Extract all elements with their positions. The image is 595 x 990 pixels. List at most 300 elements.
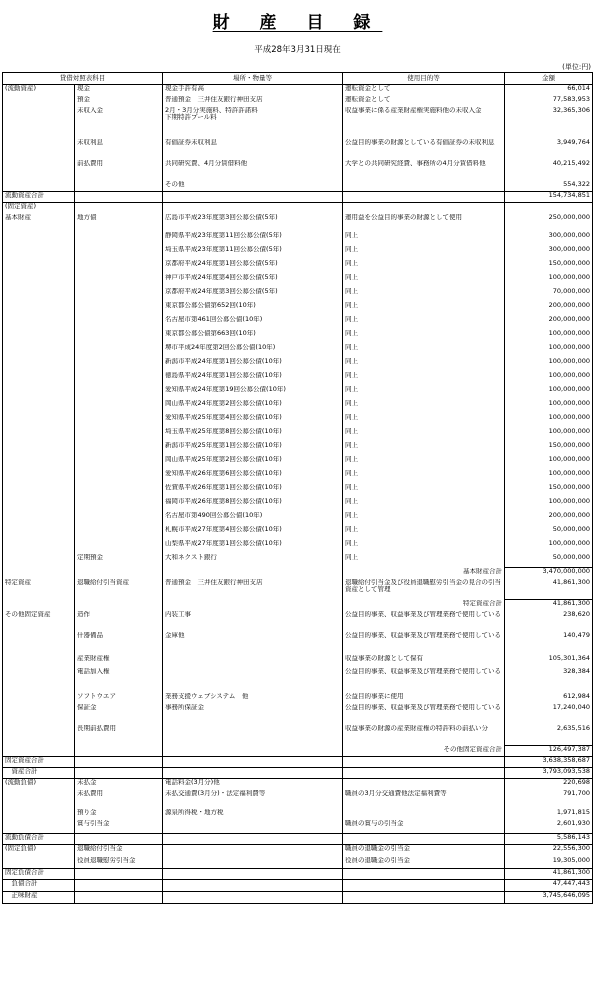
- table-row: [3, 107, 593, 139]
- amount-cell: 100,000,000: [505, 400, 593, 414]
- account-item-cell: [75, 892, 163, 904]
- amount-cell: 200,000,000: [505, 302, 593, 316]
- amount-cell: 3,638,358,687: [505, 757, 593, 768]
- amount-cell: 19,305,000: [505, 857, 593, 869]
- account-category-cell: 流動負債合計: [3, 834, 75, 845]
- location-cell: [163, 725, 343, 746]
- purpose-cell: 収益事業の財源の産業財産権の特許料の前払い分: [343, 725, 505, 746]
- table-row: [3, 414, 593, 428]
- amount-cell: 5,586,143: [505, 834, 593, 845]
- purpose-cell: 同上: [343, 526, 505, 540]
- amount-cell: 3,949,764: [505, 139, 593, 160]
- table-row: [3, 386, 593, 400]
- purpose-cell: 基本財産合計: [343, 568, 505, 579]
- account-category-cell: [3, 139, 75, 160]
- purpose-cell: 公益目的事業、収益事業及び管理業務で使用している: [343, 668, 505, 693]
- amount-cell: 2,635,516: [505, 725, 593, 746]
- table-row: [3, 693, 593, 704]
- amount-cell: 70,000,000: [505, 288, 593, 302]
- account-category-cell: 特定資産: [3, 579, 75, 600]
- table-row: [3, 779, 593, 790]
- purpose-cell: 同上: [343, 428, 505, 442]
- account-category-cell: [3, 288, 75, 302]
- account-category-cell: 流動資産合計: [3, 192, 75, 203]
- amount-cell: 77,583,953: [505, 96, 593, 107]
- location-cell: 東京都公募公債第652回(10年): [163, 302, 343, 316]
- total-row: [3, 892, 593, 904]
- table-row: [3, 498, 593, 512]
- account-item-cell: [75, 302, 163, 316]
- table-row: [3, 96, 593, 107]
- amount-cell: 140,479: [505, 632, 593, 655]
- location-cell: 未払交通費(3月分)・法定福利費等: [163, 790, 343, 809]
- purpose-cell: 同上: [343, 540, 505, 554]
- account-item-cell: [75, 600, 163, 611]
- table-row: [3, 139, 593, 160]
- account-item-cell: [75, 246, 163, 260]
- amount-cell: 100,000,000: [505, 414, 593, 428]
- account-item-cell: 地方債: [75, 214, 163, 232]
- location-cell: 電話料金(3月分)他: [163, 779, 343, 790]
- purpose-cell: 同上: [343, 456, 505, 470]
- table-body: [3, 85, 593, 904]
- table-row: [3, 85, 593, 96]
- location-cell: 共同研究費、4月分賃借料他: [163, 160, 343, 181]
- purpose-cell: [343, 757, 505, 768]
- location-cell: 名古屋市第461回公募公債(10年): [163, 316, 343, 330]
- amount-cell: 238,620: [505, 611, 593, 632]
- location-cell: 広島市平成23年度第3回公募公債(5年): [163, 214, 343, 232]
- location-cell: 堺市平成24年度第2回公募公債(10年): [163, 344, 343, 358]
- account-item-cell: 什器備品: [75, 632, 163, 655]
- location-cell: 内装工事: [163, 611, 343, 632]
- location-cell: [163, 869, 343, 880]
- amount-cell: 66,014: [505, 85, 593, 96]
- amount-cell: 200,000,000: [505, 512, 593, 526]
- table-row: [3, 845, 593, 857]
- account-category-cell: [3, 809, 75, 820]
- account-category-cell: [3, 316, 75, 330]
- purpose-cell: [343, 892, 505, 904]
- table-row: [3, 260, 593, 274]
- account-item-cell: [75, 768, 163, 779]
- account-category-cell: 固定資産合計: [3, 757, 75, 768]
- location-cell: [163, 857, 343, 869]
- account-item-cell: 産業財産権: [75, 655, 163, 668]
- header-purpose: 使用目的等: [343, 73, 505, 85]
- account-category-cell: 負債合計: [3, 880, 75, 892]
- location-cell: 京都府平成24年度第1回公募公債(5年): [163, 260, 343, 274]
- account-item-cell: 未払金: [75, 779, 163, 790]
- amount-cell: 220,698: [505, 779, 593, 790]
- purpose-cell: 同上: [343, 246, 505, 260]
- account-item-cell: 長期前払費用: [75, 725, 163, 746]
- account-item-cell: [75, 414, 163, 428]
- header-location: 場所・物量等: [163, 73, 343, 85]
- purpose-cell: 同上: [343, 512, 505, 526]
- account-category-cell: [3, 655, 75, 668]
- purpose-cell: 同上: [343, 274, 505, 288]
- amount-cell: [505, 203, 593, 214]
- account-item-cell: 預り金: [75, 809, 163, 820]
- location-cell: 普通預金 三井住友銀行神田支店: [163, 96, 343, 107]
- account-item-cell: 保証金: [75, 704, 163, 725]
- purpose-cell: 収益事業の財源として保有: [343, 655, 505, 668]
- account-category-cell: [3, 554, 75, 568]
- table-row: [3, 456, 593, 470]
- amount-cell: 41,861,300: [505, 869, 593, 880]
- account-category-cell: 基本財産: [3, 214, 75, 232]
- purpose-cell: その他固定資産合計: [343, 746, 505, 757]
- amount-cell: 250,000,000: [505, 214, 593, 232]
- purpose-cell: 同上: [343, 442, 505, 456]
- account-item-cell: [75, 288, 163, 302]
- location-cell: 愛知県平成26年度第6回公募公債(10年): [163, 470, 343, 484]
- table-row: [3, 704, 593, 725]
- table-row: [3, 372, 593, 386]
- table-row: [3, 512, 593, 526]
- purpose-cell: 職員の賞与の引当金: [343, 820, 505, 834]
- account-item-cell: 賞与引当金: [75, 820, 163, 834]
- purpose-cell: 公益目的事業、収益事業及び管理業務で使用している: [343, 704, 505, 725]
- location-cell: 静岡県平成23年度第11回公募公債(5年): [163, 232, 343, 246]
- unit-label: (単位:円): [562, 63, 591, 71]
- account-item-cell: ソフトウエア: [75, 693, 163, 704]
- table-row: [3, 442, 593, 456]
- amount-cell: 154,734,851: [505, 192, 593, 203]
- location-cell: 2月・3月分実施料、特許許諾料 下期特許プール料: [163, 107, 343, 139]
- account-item-cell: 退職給付引当金: [75, 845, 163, 857]
- amount-cell: 40,215,492: [505, 160, 593, 181]
- account-category-cell: [3, 260, 75, 274]
- account-category-cell: [3, 344, 75, 358]
- account-item-cell: [75, 540, 163, 554]
- account-category-cell: [3, 790, 75, 809]
- account-category-cell: [3, 820, 75, 834]
- amount-cell: 3,793,093,538: [505, 768, 593, 779]
- location-cell: 名古屋市第490回公募公債(10年): [163, 512, 343, 526]
- subtotal-row: [3, 746, 593, 757]
- amount-cell: 100,000,000: [505, 358, 593, 372]
- location-cell: 新潟市平成24年度第1回公募公債(10年): [163, 358, 343, 372]
- location-cell: 大和ネクスト銀行: [163, 554, 343, 568]
- location-cell: 事務所保証金: [163, 704, 343, 725]
- purpose-cell: 同上: [343, 470, 505, 484]
- table-row: [3, 579, 593, 600]
- amount-cell: 100,000,000: [505, 344, 593, 358]
- location-cell: [163, 757, 343, 768]
- purpose-cell: 同上: [343, 260, 505, 274]
- purpose-cell: 公益目的事業に使用: [343, 693, 505, 704]
- purpose-cell: 特定資産合計: [343, 600, 505, 611]
- purpose-cell: 公益目的事業の財源としている有価証券の未収利息: [343, 139, 505, 160]
- amount-cell: 17,240,040: [505, 704, 593, 725]
- purpose-cell: 同上: [343, 484, 505, 498]
- account-item-cell: [75, 330, 163, 344]
- account-category-cell: [3, 400, 75, 414]
- location-cell: [163, 746, 343, 757]
- location-cell: [163, 880, 343, 892]
- location-cell: [163, 568, 343, 579]
- amount-cell: 100,000,000: [505, 372, 593, 386]
- account-category-cell: 固定負債合計: [3, 869, 75, 880]
- account-category-cell: [3, 526, 75, 540]
- account-item-cell: 役員退職慰労引当金: [75, 857, 163, 869]
- account-category-cell: [3, 540, 75, 554]
- purpose-cell: 運用益を公益目的事業の財源として使用: [343, 214, 505, 232]
- location-cell: 岡山県平成24年度第2回公募公債(10年): [163, 400, 343, 414]
- account-category-cell: [3, 302, 75, 316]
- amount-cell: 300,000,000: [505, 232, 593, 246]
- location-cell: [163, 600, 343, 611]
- location-cell: [163, 668, 343, 693]
- account-category-cell: [3, 274, 75, 288]
- table-row: [3, 181, 593, 192]
- account-item-cell: [75, 526, 163, 540]
- amount-cell: 126,497,387: [505, 746, 593, 757]
- account-category-cell: [3, 358, 75, 372]
- location-cell: 有価証券未収利息: [163, 139, 343, 160]
- account-item-cell: [75, 232, 163, 246]
- amount-cell: 47,447,443: [505, 880, 593, 892]
- account-category-cell: [3, 232, 75, 246]
- purpose-cell: [343, 192, 505, 203]
- account-item-cell: [75, 757, 163, 768]
- page-title: 財 産 目 録: [212, 13, 383, 33]
- account-category-cell: (流動負債): [3, 779, 75, 790]
- account-category-cell: [3, 386, 75, 400]
- table-row: [3, 344, 593, 358]
- location-cell: 徳島県平成24年度第1回公募公債(10年): [163, 372, 343, 386]
- amount-cell: 100,000,000: [505, 456, 593, 470]
- account-item-cell: 預金: [75, 96, 163, 107]
- account-item-cell: [75, 442, 163, 456]
- account-item-cell: [75, 358, 163, 372]
- purpose-cell: 同上: [343, 302, 505, 316]
- account-category-cell: [3, 414, 75, 428]
- account-item-cell: 退職給付引当資産: [75, 579, 163, 600]
- purpose-cell: 運転資金として: [343, 85, 505, 96]
- amount-cell: 3,745,646,095: [505, 892, 593, 904]
- table-row: [3, 655, 593, 668]
- table-row: [3, 246, 593, 260]
- purpose-cell: [343, 779, 505, 790]
- purpose-cell: 公益目的事業、収益事業及び管理業務で使用している: [343, 632, 505, 655]
- account-item-cell: [75, 512, 163, 526]
- account-category-cell: [3, 693, 75, 704]
- table-row: [3, 400, 593, 414]
- table-row: [3, 358, 593, 372]
- account-category-cell: [3, 512, 75, 526]
- purpose-cell: [343, 768, 505, 779]
- amount-cell: 150,000,000: [505, 260, 593, 274]
- account-item-cell: [75, 456, 163, 470]
- as-of-date: 平成28年3月31日現在: [254, 45, 341, 55]
- account-category-cell: [3, 428, 75, 442]
- account-category-cell: [3, 330, 75, 344]
- purpose-cell: [343, 834, 505, 845]
- location-cell: 岡山県平成25年度第2回公募公債(10年): [163, 456, 343, 470]
- location-cell: 現金手許有高: [163, 85, 343, 96]
- table-row: [3, 554, 593, 568]
- amount-cell: 200,000,000: [505, 316, 593, 330]
- account-category-cell: [3, 456, 75, 470]
- total-row: [3, 834, 593, 845]
- amount-cell: 328,384: [505, 668, 593, 693]
- inventory-table: [2, 72, 593, 904]
- account-category-cell: [3, 632, 75, 655]
- table-row: [3, 330, 593, 344]
- purpose-cell: 運転資金として: [343, 96, 505, 107]
- location-cell: 愛知県平成24年度第19回公募公債(10年): [163, 386, 343, 400]
- location-cell: 源泉所得税・地方税: [163, 809, 343, 820]
- account-category-cell: [3, 96, 75, 107]
- amount-cell: 50,000,000: [505, 554, 593, 568]
- account-item-cell: [75, 316, 163, 330]
- purpose-cell: 同上: [343, 498, 505, 512]
- location-cell: 新潟市平成25年度第1回公募公債(10年): [163, 442, 343, 456]
- amount-cell: 100,000,000: [505, 386, 593, 400]
- table-row: [3, 288, 593, 302]
- account-category-cell: その他固定資産: [3, 611, 75, 632]
- account-item-cell: [75, 869, 163, 880]
- location-cell: 金庫他: [163, 632, 343, 655]
- purpose-cell: 同上: [343, 554, 505, 568]
- account-item-cell: [75, 274, 163, 288]
- table-row: [3, 203, 593, 214]
- account-item-cell: [75, 568, 163, 579]
- amount-cell: 3,470,000,000: [505, 568, 593, 579]
- purpose-cell: 職員の退職金の引当金: [343, 845, 505, 857]
- table-row: [3, 668, 593, 693]
- amount-cell: 612,984: [505, 693, 593, 704]
- account-category-cell: (固定資産): [3, 203, 75, 214]
- location-cell: 福岡市平成26年度第8回公募公債(10年): [163, 498, 343, 512]
- amount-cell: 554,322: [505, 181, 593, 192]
- table-row: [3, 428, 593, 442]
- amount-cell: 300,000,000: [505, 246, 593, 260]
- account-item-cell: 未払費用: [75, 790, 163, 809]
- total-row: [3, 880, 593, 892]
- subtotal-row: [3, 568, 593, 579]
- location-cell: [163, 845, 343, 857]
- amount-cell: 1,971,815: [505, 809, 593, 820]
- location-cell: 埼玉県平成25年度第8回公募公債(10年): [163, 428, 343, 442]
- account-item-cell: [75, 260, 163, 274]
- location-cell: 東京都公募公債第663回(10年): [163, 330, 343, 344]
- amount-cell: 2,601,930: [505, 820, 593, 834]
- amount-cell: 105,301,364: [505, 655, 593, 668]
- amount-cell: 100,000,000: [505, 428, 593, 442]
- location-cell: [163, 203, 343, 214]
- location-cell: [163, 192, 343, 203]
- account-item-cell: 造作: [75, 611, 163, 632]
- account-category-cell: [3, 107, 75, 139]
- purpose-cell: 同上: [343, 386, 505, 400]
- purpose-cell: [343, 880, 505, 892]
- purpose-cell: 公益目的事業、収益事業及び管理業務で使用している: [343, 611, 505, 632]
- purpose-cell: 職員の3月分交通費他法定福利費等: [343, 790, 505, 809]
- purpose-cell: 役員の退職金の引当金: [343, 857, 505, 869]
- subtotal-row: [3, 600, 593, 611]
- location-cell: [163, 820, 343, 834]
- amount-cell: 100,000,000: [505, 330, 593, 344]
- amount-cell: 32,365,306: [505, 107, 593, 139]
- account-category-cell: [3, 725, 75, 746]
- purpose-cell: 同上: [343, 358, 505, 372]
- purpose-cell: [343, 809, 505, 820]
- account-category-cell: [3, 160, 75, 181]
- total-row: [3, 192, 593, 203]
- account-item-cell: [75, 372, 163, 386]
- purpose-cell: [343, 203, 505, 214]
- table-row: [3, 470, 593, 484]
- location-cell: [163, 768, 343, 779]
- table-row: [3, 526, 593, 540]
- location-cell: [163, 892, 343, 904]
- account-item-cell: [75, 400, 163, 414]
- table-row: [3, 857, 593, 869]
- account-item-cell: [75, 746, 163, 757]
- account-item-cell: [75, 344, 163, 358]
- total-row: [3, 869, 593, 880]
- account-item-cell: [75, 203, 163, 214]
- account-category-cell: [3, 600, 75, 611]
- amount-cell: 150,000,000: [505, 442, 593, 456]
- account-item-cell: [75, 192, 163, 203]
- table-row: [3, 302, 593, 316]
- purpose-cell: 大学との共同研究経費、事務所の4月分賃借料他: [343, 160, 505, 181]
- amount-cell: 50,000,000: [505, 526, 593, 540]
- table-row: [3, 611, 593, 632]
- purpose-cell: 同上: [343, 344, 505, 358]
- location-cell: [163, 655, 343, 668]
- location-cell: 普通預金 三井住友銀行神田支店: [163, 579, 343, 600]
- account-category-cell: [3, 704, 75, 725]
- location-cell: [163, 834, 343, 845]
- location-cell: 愛知県平成25年度第4回公募公債(10年): [163, 414, 343, 428]
- account-category-cell: [3, 246, 75, 260]
- table-row: [3, 820, 593, 834]
- purpose-cell: 同上: [343, 330, 505, 344]
- location-cell: 神戸市平成24年度第4回公募公債(5年): [163, 274, 343, 288]
- account-category-cell: 資産合計: [3, 768, 75, 779]
- account-category-cell: [3, 746, 75, 757]
- account-category-cell: [3, 857, 75, 869]
- purpose-cell: [343, 869, 505, 880]
- account-item-cell: [75, 181, 163, 192]
- location-cell: その他: [163, 181, 343, 192]
- purpose-cell: 退職給付引当金及び役員退職慰労引当金の見合の引当資産として管理: [343, 579, 505, 600]
- purpose-cell: 同上: [343, 372, 505, 386]
- table-row: [3, 232, 593, 246]
- location-cell: 業務支援ウェブシステム 他: [163, 693, 343, 704]
- account-item-cell: [75, 470, 163, 484]
- amount-cell: 100,000,000: [505, 498, 593, 512]
- account-category-cell: [3, 181, 75, 192]
- header-account: 貸借対照表科目: [3, 73, 163, 85]
- account-item-cell: [75, 834, 163, 845]
- location-cell: 京都府平成24年度第3回公募公債(5年): [163, 288, 343, 302]
- account-item-cell: 電話加入権: [75, 668, 163, 693]
- account-category-cell: [3, 568, 75, 579]
- table-row: [3, 790, 593, 809]
- amount-cell: 791,700: [505, 790, 593, 809]
- account-item-cell: 定期預金: [75, 554, 163, 568]
- location-cell: 佐賀県平成26年度第1回公募公債(10年): [163, 484, 343, 498]
- account-item-cell: [75, 386, 163, 400]
- amount-cell: 100,000,000: [505, 540, 593, 554]
